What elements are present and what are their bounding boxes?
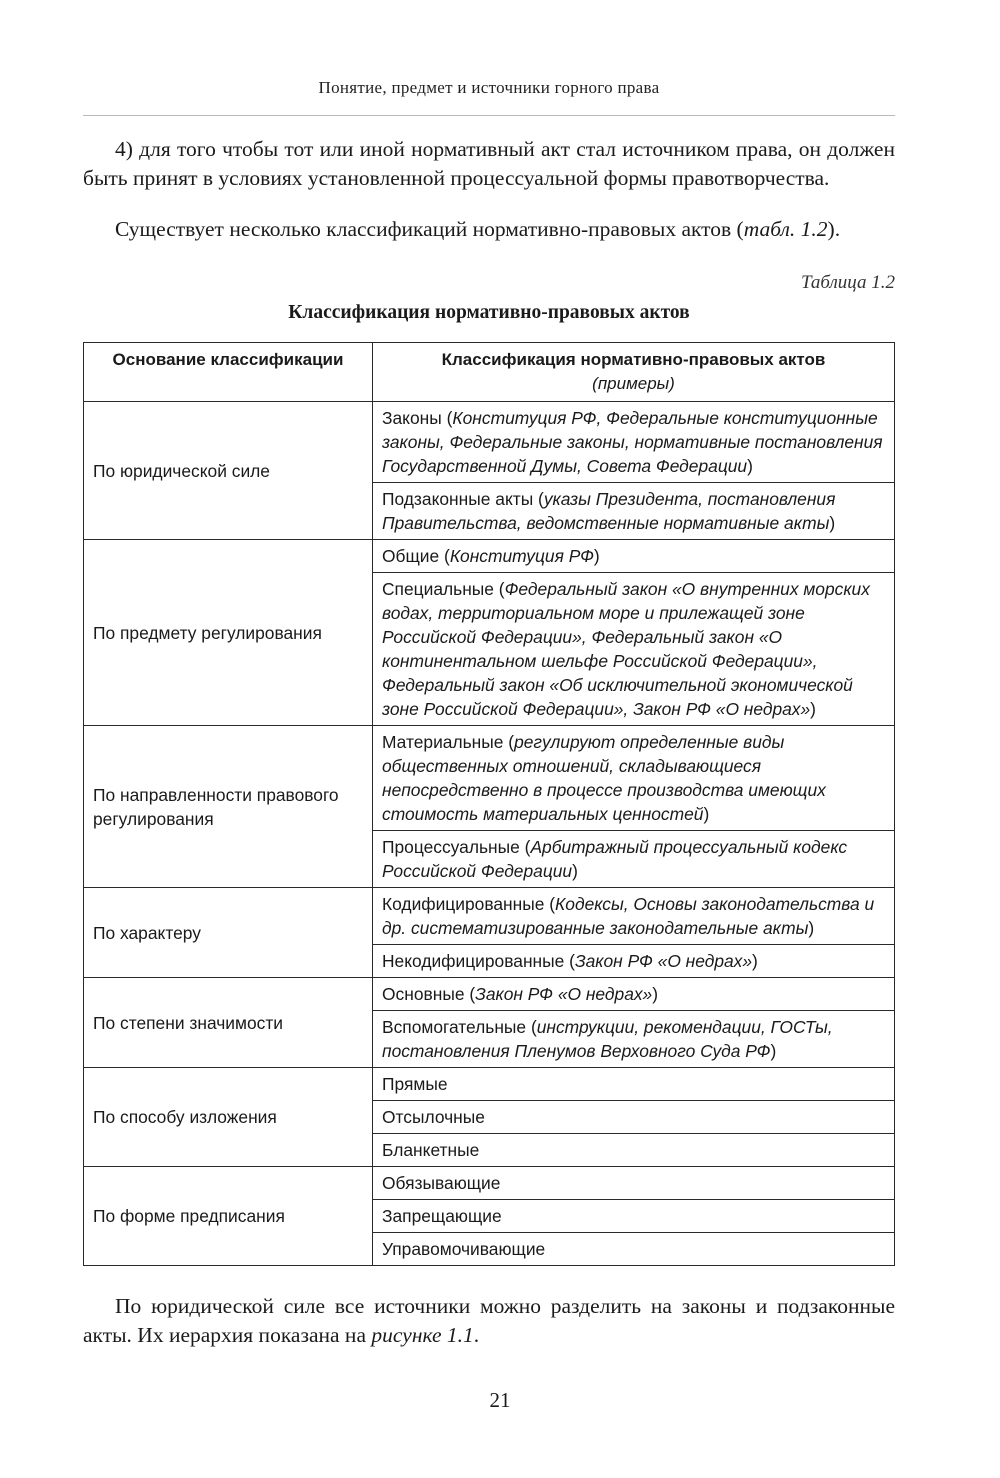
classification-type-cell bbox=[373, 1134, 895, 1167]
type-name: Обязывающие bbox=[382, 1173, 501, 1193]
classification-basis-cell: По направленности правового регулирования bbox=[84, 726, 373, 888]
classification-basis-cell: По предмету регулирования bbox=[84, 540, 373, 726]
classification-basis-cell: По форме предписания bbox=[84, 1167, 373, 1266]
type-name: Подзаконные акты ( bbox=[382, 489, 544, 509]
column-header-classification-label: Классификация нормативно-правовых актов bbox=[441, 350, 826, 369]
running-head: Понятие, предмет и источники горного права bbox=[318, 78, 660, 97]
table-row bbox=[84, 402, 895, 483]
page-number: 21 bbox=[489, 1388, 511, 1412]
paragraph-item-4: 4) для того чтобы тот или иной нормативный акт стал источником права, он должен быть принят в условиях установленной процессуальной формы правотворчества. bbox=[83, 137, 895, 190]
type-closing: ) bbox=[652, 984, 659, 1004]
type-closing: ) bbox=[770, 1041, 777, 1061]
type-examples: Арбитражный процессуальный кодекс Российской Федерации bbox=[382, 837, 848, 881]
paragraph-classifications bbox=[83, 215, 895, 244]
classification-type-cell bbox=[373, 1068, 895, 1101]
type-name: Запрещающие bbox=[382, 1206, 502, 1226]
classification-basis-cell: По юридической силе bbox=[84, 402, 373, 540]
type-name: Общие ( bbox=[382, 546, 450, 566]
classification-type-cell bbox=[373, 1011, 895, 1068]
table-row bbox=[84, 1167, 895, 1200]
type-name: Законы ( bbox=[382, 408, 453, 428]
paragraph-text-end: . bbox=[473, 1323, 480, 1347]
classification-type-cell bbox=[373, 945, 895, 978]
table-row bbox=[84, 540, 895, 573]
classification-type-cell bbox=[373, 540, 895, 573]
type-closing: ) bbox=[810, 699, 816, 719]
type-name: Процессуальные ( bbox=[382, 837, 531, 857]
type-closing: ) bbox=[808, 918, 815, 938]
classification-type-cell bbox=[373, 483, 895, 540]
type-examples: указы Президента, постановления Правительства, ведомственные нормативные акты bbox=[382, 489, 836, 533]
type-name: Управомочивающие bbox=[382, 1239, 546, 1259]
classification-type-cell bbox=[373, 1233, 895, 1266]
type-closing: ) bbox=[593, 546, 600, 566]
classification-type-cell bbox=[373, 573, 895, 726]
type-name: Вспомогательные ( bbox=[382, 1017, 537, 1037]
table-row bbox=[84, 978, 895, 1011]
type-name: Специальные ( bbox=[382, 579, 505, 599]
classification-basis-cell: По характеру bbox=[84, 888, 373, 978]
type-name: Материальные ( bbox=[382, 732, 515, 752]
classification-type-cell bbox=[373, 1101, 895, 1134]
type-closing: ) bbox=[703, 804, 710, 824]
classification-basis-cell: По степени значимости bbox=[84, 978, 373, 1068]
column-header-classification bbox=[373, 343, 895, 402]
classification-type-cell bbox=[373, 978, 895, 1011]
type-name: Кодифицированные ( bbox=[382, 894, 556, 914]
type-examples: Закон РФ «О недрах» bbox=[574, 951, 753, 971]
table-row bbox=[84, 888, 895, 945]
classification-type-cell bbox=[373, 1167, 895, 1200]
type-closing: ) bbox=[752, 951, 758, 971]
paragraph-text: По юридической силе все источники можно разделить на законы и подзаконные акты. Их иерархия показана на bbox=[83, 1294, 895, 1347]
classification-type-cell bbox=[373, 1200, 895, 1233]
classification-basis-cell: По способу изложения bbox=[84, 1068, 373, 1167]
type-examples: Кодексы, Основы законодательства и др. систематизированные законодательные акты bbox=[382, 894, 875, 938]
type-closing: ) bbox=[747, 456, 753, 476]
type-examples: Федеральный закон «О внутренних морских водах, территориальном море и прилежащей зоне Российской Федерации», Федеральный закон «О континентальном шельфе Российской Федерации», Федеральный закон «Об исключительной экономической зоне Российской Федерации», Закон РФ «О недрах» bbox=[382, 579, 870, 719]
type-examples: Конституция РФ bbox=[449, 546, 594, 566]
classification-type-cell bbox=[373, 726, 895, 831]
table-header-row bbox=[84, 343, 895, 402]
classification-table bbox=[83, 342, 895, 1266]
table-row bbox=[84, 1068, 895, 1101]
paragraph-text-end: ). bbox=[827, 217, 841, 241]
table-row bbox=[84, 726, 895, 831]
classification-type-cell bbox=[373, 831, 895, 888]
paragraph-after-table bbox=[83, 1292, 895, 1350]
classification-type-cell bbox=[373, 888, 895, 945]
type-name: Основные ( bbox=[382, 984, 476, 1004]
type-name: Прямые bbox=[382, 1074, 448, 1094]
column-header-subtitle: (примеры) bbox=[592, 374, 675, 393]
figure-reference-link[interactable]: рисунке 1.1 bbox=[371, 1323, 474, 1347]
type-examples: Конституция РФ, Федеральные конституционные законы, Федеральные законы, нормативные постановления Государственной Думы, Совета Федерации bbox=[382, 408, 883, 476]
classification-type-cell bbox=[373, 402, 895, 483]
header-divider bbox=[83, 115, 895, 116]
table-label: Таблица 1.2 bbox=[801, 272, 895, 293]
type-name: Отсылочные bbox=[382, 1107, 485, 1127]
type-examples: Закон РФ «О недрах» bbox=[475, 984, 653, 1004]
column-header-basis-label: Основание классификации bbox=[112, 350, 344, 369]
type-name: Некодифицированные ( bbox=[382, 951, 575, 971]
type-examples: регулируют определенные виды общественных отношений, складывающиеся непосредственно в процессе производства имеющих стоимость материальных ценностей bbox=[382, 732, 826, 824]
type-name: Бланкетные bbox=[382, 1140, 480, 1160]
type-closing: ) bbox=[572, 861, 578, 881]
table-body bbox=[84, 402, 895, 1266]
table-title: Классификация нормативно-правовых актов bbox=[288, 302, 690, 323]
type-closing: ) bbox=[829, 513, 836, 533]
column-header-basis bbox=[84, 343, 373, 402]
paragraph-text: Существует несколько классификаций нормативно-правовых актов ( bbox=[115, 217, 744, 241]
table-reference-link[interactable]: табл. 1.2 bbox=[743, 217, 828, 241]
type-examples: инструкции, рекомендации, ГОСТы, постановления Пленумов Верховного Суда РФ bbox=[382, 1017, 833, 1061]
